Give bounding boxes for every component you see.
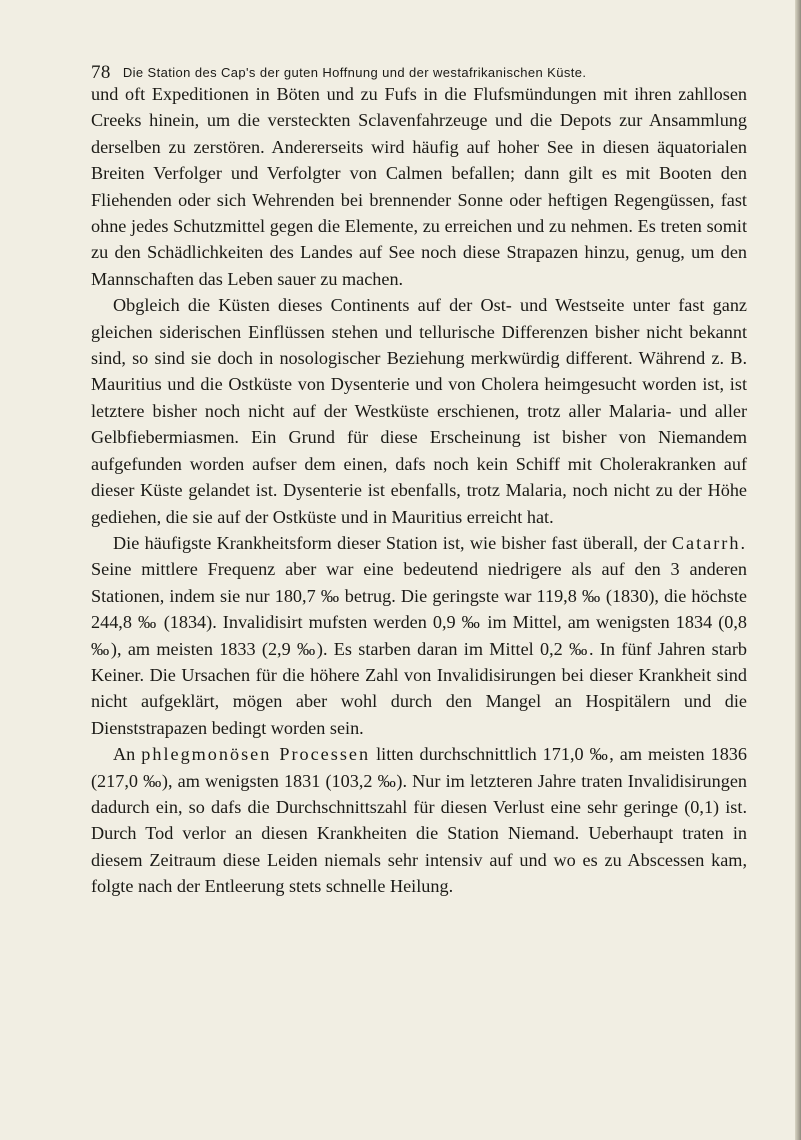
- term-phlegmonous-processes: phlegmonösen Processen: [141, 744, 371, 765]
- paragraph-4-lead: An: [113, 744, 142, 765]
- paragraph-1: und oft Expeditionen in Böten und zu Fufs in die Flufsmündungen mit ihren zahllosen Creeks hinein, um die versteckten Sclavenfahrzeuge und die Depots zur Ansammlung derselben zu zerstören. Andererseits wird häufig auf hoher See in diesen äquatorialen Breiten Verfolger und Verfolgter von Calmen befallen; dann gilt es mit Booten den Fliehenden oder sich Wehrenden bei brennender Sonne oder heftigen Regengüssen, fast ohne jedes Schutzmittel gegen die Elemente, zu erreichen und zu nehmen. Es treten somit zu den Schädlichkeiten des Landes auf See noch diese Strapazen hinzu, genug, um den Mannschaften das Leben sauer zu machen.: [91, 84, 747, 289]
- body-text: [91, 81, 747, 900]
- page-number: 78: [91, 62, 111, 83]
- term-catarrh: Catarrh.: [671, 532, 747, 553]
- paragraph-3-lead: Die häufigste Krankheitsform dieser Station ist, wie bisher fast überall, der: [113, 532, 672, 553]
- paragraph-3: [91, 530, 747, 741]
- running-title: Die Station des Cap's der guten Hoffnung und der westafrikanischen Küste.: [122, 65, 587, 80]
- page-edge-shadow: [795, 0, 801, 1140]
- paragraph-4: [91, 741, 747, 899]
- paragraph-2: Obgleich die Küsten dieses Continents auf der Ost- und Westseite unter fast ganz gleichen siderischen Einflüssen stehen und tellurische Differenzen bisher nicht bekannt sind, so sind sie doch in nosologischer Beziehung merkwürdig different. Während z. B. Mauritius und die Ostküste von Dysenterie und von Cholera heimgesucht worden ist, ist letztere bisher noch nicht auf der Westküste erschienen, trotz aller Malaria- und aller Gelbfiebermiasmen. Ein Grund für diese Erscheinung ist bisher von Niemandem aufgefunden worden aufser dem einen, dafs noch kein Schiff mit Cholerakranken auf dieser Küste gelandet ist. Dysenterie ist ebenfalls, trotz Malaria, noch nicht zu der Höhe gediehen, die sie auf der Ostküste und in Mauritius erreicht hat.: [91, 295, 747, 527]
- paragraph-4-rest: litten durchschnittlich 171,0 ‰, am meisten 1836 (217,0 ‰), am wenigsten 1831 (103,2 ‰). Nur im letzteren Jahre traten Invalidisirungen dadurch ein, so dafs die Durchschnittszahl für diesen Verlust eine sehr geringe (0,1) ist. Durch Tod verlor an diesen Krankheiten die Station Niemand. Ueberhaupt traten in diesem Zeitraum diese Leiden niemals sehr intensiv auf und wo es zu Abscessen kam, folgte nach der Entleerung stets schnelle Heilung.: [91, 744, 747, 897]
- paragraph-3-rest: Seine mittlere Frequenz aber war eine bedeutend niedrigere als auf den 3 anderen Stationen, indem sie nur 180,7 ‰ betrug. Die geringste war 119,8 ‰ (1830), die höchste 244,8 ‰ (1834). Invalidisirt mufsten werden 0,9 ‰ im Mittel, am wenigsten 1834 (0,8 ‰), am meisten 1833 (2,9 ‰). Es starben daran im Mittel 0,2 ‰. In fünf Jahren starb Keiner. Die Ursachen für die höhere Zahl von Invalidisirungen bei dieser Krankheit sind nicht aufgeklärt, mögen aber wohl durch den Mangel an Hospitälern und die Dienststrapazen bedingt worden sein.: [91, 559, 747, 738]
